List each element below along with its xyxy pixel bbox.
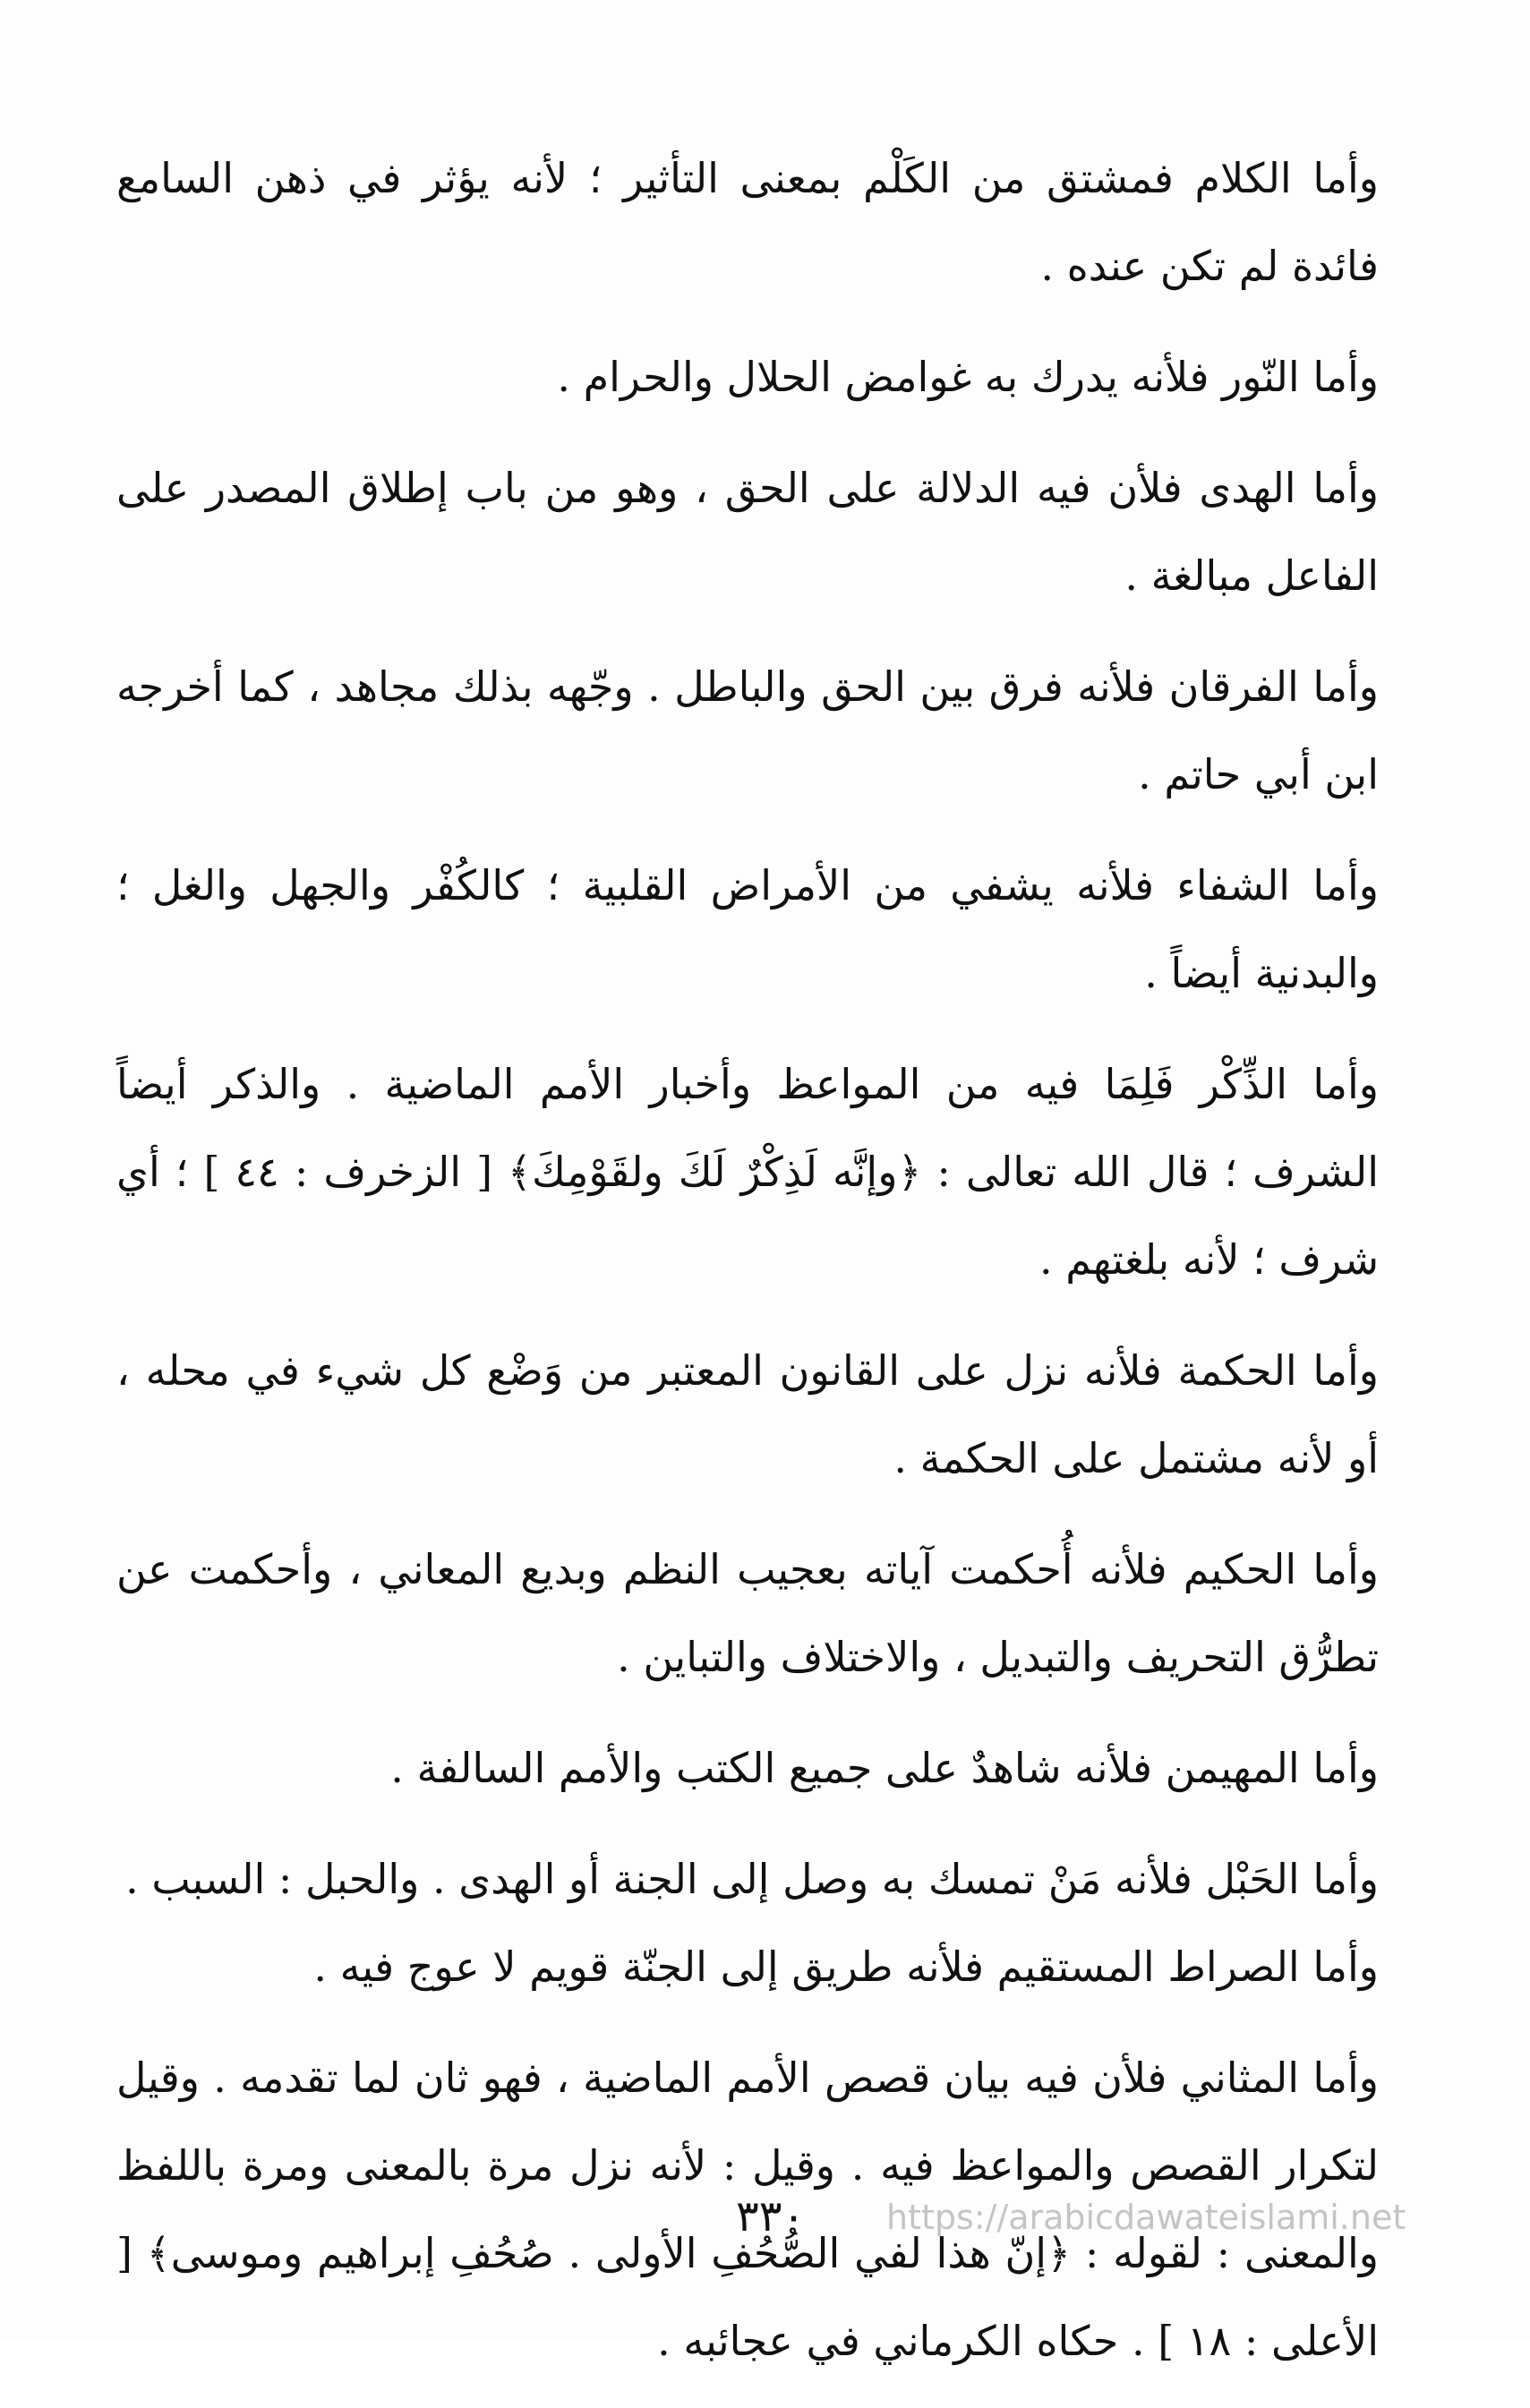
paragraph-nur: وأما النّور فلأنه يدرك به غوامض الحلال والحرام . <box>557 353 1379 401</box>
page-footer <box>0 2181 1530 2252</box>
watermark-url: https://arabicdawateislami.net <box>886 2198 1406 2237</box>
paragraph-habl: وأما الحَبْل فلأنه مَنْ تمسك به وصل إلى الجنة أو الهدى . والحبل : السبب . <box>125 1855 1379 1903</box>
paragraph-huda: وأما الهدى فلأن فيه الدلالة على الحق ، وهو من باب إطلاق المصدر على الفاعل مبالغة . <box>116 464 1379 600</box>
page-number: ٣٣٠ <box>736 2191 806 2241</box>
paragraph-hakim: وأما الحكيم فلأنه أُحكمت آياته بعجيب النظم وبديع المعاني ، وأحكمت عن تطرُّق التحريف والتبديل ، والاختلاف والتباين . <box>116 1545 1379 1681</box>
paragraph-kalam: وأما الكلام فمشتق من الكَلْم بمعنى التأثير ؛ لأنه يؤثر في ذهن السامع فائدة لم تكن عنده . <box>116 154 1379 290</box>
paragraph-muhaymin: وأما المهيمن فلأنه شاهدٌ على جميع الكتب والأمم السالفة . <box>390 1744 1379 1792</box>
body-text <box>116 134 1379 2408</box>
paragraph-shifa: وأما الشفاء فلأنه يشفي من الأمراض القلبية ؛ كالكُفْر والجهل والغل ؛ والبدنية أيضاً . <box>116 861 1379 997</box>
paragraph-hikma: وأما الحكمة فلأنه نزل على القانون المعتبر من وَضْع كل شيء في محله ، أو لأنه مشتمل على الحكمة . <box>116 1346 1379 1482</box>
paragraph-mathani: وأما المثاني فلأن فيه بيان قصص الأمم الماضية ، فهو ثان لما تقدمه . وقيل لتكرار القصص والمواعظ فيه . وقيل : لأنه نزل مرة بالمعنى ومرة باللفظ والمعنى : لقوله : ﴿إنّ هذا لفي الصُّحُفِ الأولى . صُحُفِ إبراهيم وموسى﴾ [ الأعلى : ١٨ ] . حكاه الكرماني في عجائبه . <box>116 2054 1379 2365</box>
paragraph-furqan: وأما الفرقان فلأنه فرق بين الحق والباطل . وجّهه بذلك مجاهد ، كما أخرجه ابن أبي حاتم . <box>116 662 1379 798</box>
paragraph-dhikr: وأما الذِّكْر فَلِمَا فيه من المواعظ وأخبار الأمم الماضية . والذكر أيضاً الشرف ؛ قال الله تعالى : ﴿وإنَّه لَذِكْرٌ لَكَ ولقَوْمِكَ﴾ [ الزخرف : ٤٤ ] ؛ أي شرف ؛ لأنه بلغتهم . <box>116 1060 1379 1284</box>
paragraph-sirat: وأما الصراط المستقيم فلأنه طريق إلى الجنّة قويم لا عوج فيه . <box>313 1943 1379 1991</box>
